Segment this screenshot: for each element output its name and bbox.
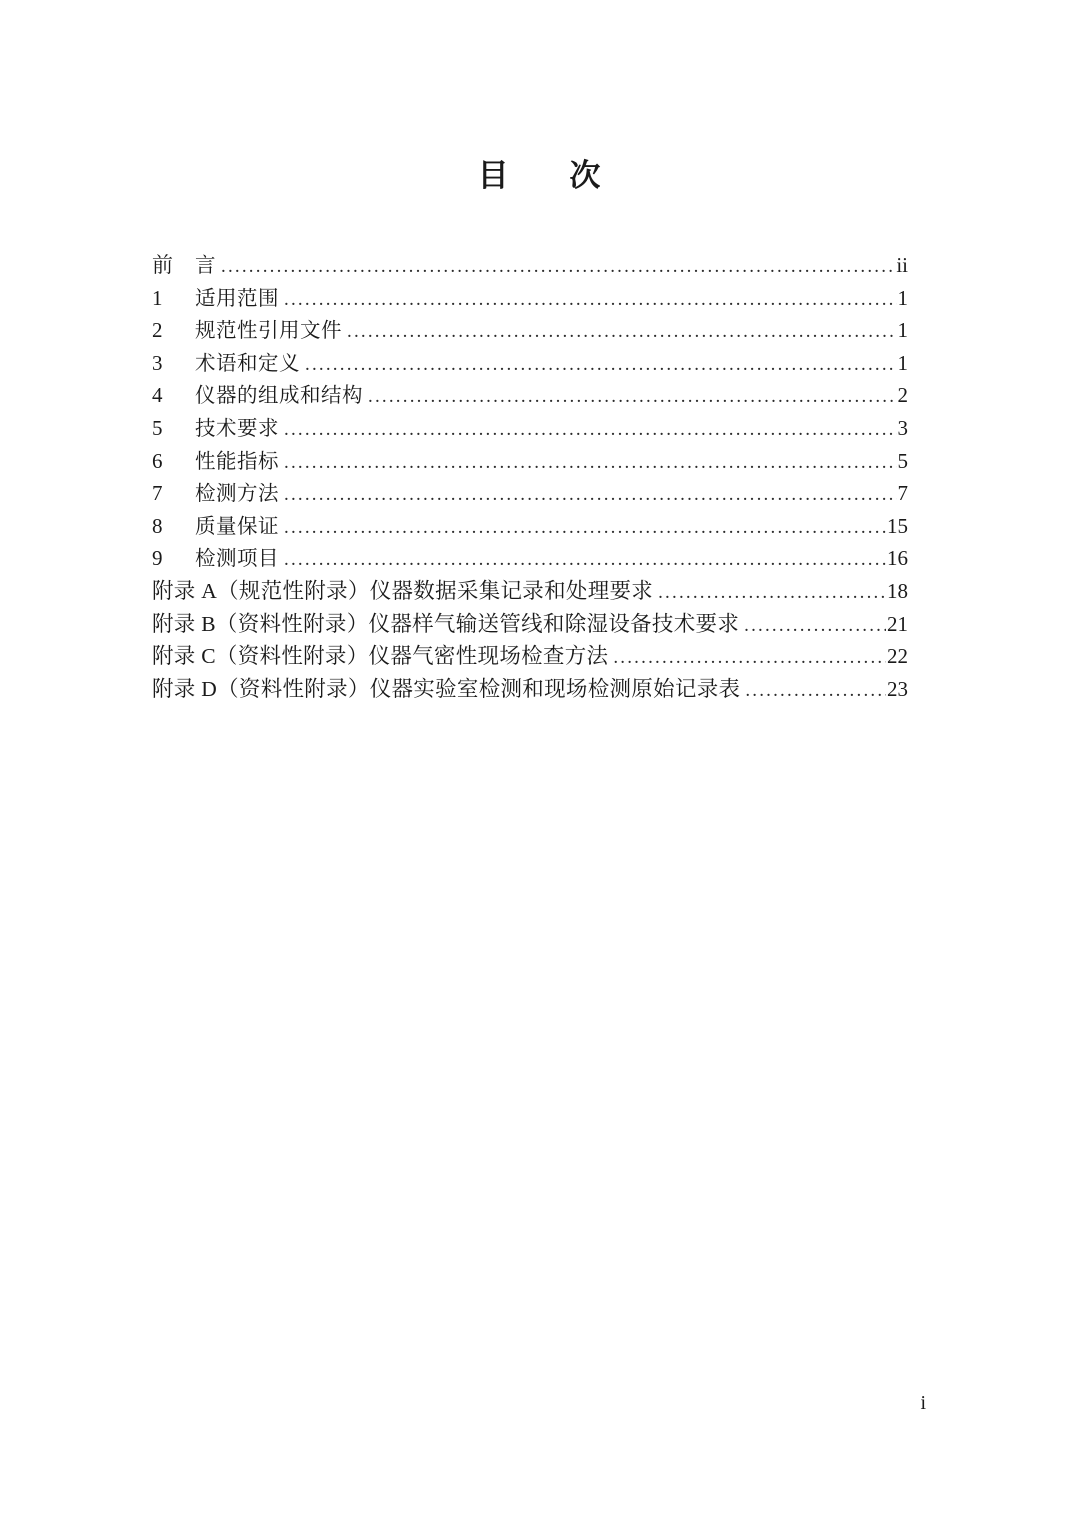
dot-leader: [347, 316, 897, 349]
toc-entry-page: 22: [887, 644, 908, 669]
toc-entry-page: ii: [896, 253, 908, 277]
toc-entry-page: 1: [897, 285, 908, 310]
toc-entry-title: 附录 D（资料性附录）仪器实验室检测和现场检测原始记录表: [152, 676, 741, 701]
toc-entry-page: 16: [887, 546, 908, 571]
toc-entry-title: 检测方法: [195, 481, 279, 506]
toc-entry-title: 性能指标: [195, 448, 279, 473]
toc-entry-title: 附录 B（资料性附录）仪器样气输送管线和除湿设备技术要求: [152, 611, 740, 636]
dot-leader: [744, 610, 886, 643]
dot-leader: [745, 675, 886, 708]
toc-entry-title: 术语和定义: [195, 350, 300, 375]
toc-entry-number: 1: [152, 285, 163, 310]
toc-entry-number: 4: [152, 383, 163, 408]
toc-entry-chapter-2: [152, 314, 908, 347]
toc-entry-number: 2: [152, 318, 163, 343]
toc-entry-page: 15: [887, 513, 908, 538]
toc-entry-chapter-7: [152, 477, 908, 510]
page-title: 目 次: [477, 158, 603, 194]
toc-entry-chapter-1: [152, 282, 908, 315]
toc-entry-number: 7: [152, 481, 163, 506]
toc-entry-appendix-d: [152, 673, 908, 706]
toc-entry-page: 2: [897, 383, 908, 408]
toc-entry-page: 1: [897, 350, 908, 375]
toc-entry-number: 8: [152, 513, 163, 538]
toc-entry-page: 3: [897, 415, 908, 440]
toc-entry-page: 7: [897, 481, 908, 506]
dot-leader: [221, 251, 895, 284]
toc-entry-chapter-5: [152, 412, 908, 445]
toc-entry-title: 适用范围: [195, 285, 279, 310]
toc-entry-chapter-4: [152, 379, 908, 412]
toc-entry-chapter-6: [152, 445, 908, 478]
dot-leader: [284, 447, 897, 480]
toc-entry-appendix-a: [152, 575, 908, 608]
dot-leader: [284, 544, 886, 577]
toc-entry-number: 前: [152, 253, 173, 277]
toc-entry-chapter-3: [152, 347, 908, 380]
footer-page-number: i: [920, 1392, 926, 1414]
toc-entry-number: 3: [152, 350, 163, 375]
toc-entry-appendix-b: [152, 608, 908, 641]
dot-leader: [368, 381, 897, 414]
toc-entry-chapter-8: [152, 510, 908, 543]
toc-entry-title: 言: [195, 253, 216, 277]
toc-entry-chapter-9: [152, 542, 908, 575]
toc-entry-foreword: [152, 249, 908, 282]
toc-entry-title: 附录 C（资料性附录）仪器气密性现场检查方法: [152, 644, 609, 669]
dot-leader: [305, 349, 897, 382]
toc-entry-title: 检测项目: [195, 546, 279, 571]
table-of-contents: [152, 249, 908, 705]
dot-leader: [284, 512, 886, 545]
toc-entry-page: 18: [887, 578, 908, 603]
toc-entry-page: 5: [897, 448, 908, 473]
toc-entry-page: 21: [887, 611, 908, 636]
toc-entry-appendix-c: [152, 640, 908, 673]
toc-entry-title: 技术要求: [195, 415, 279, 440]
toc-entry-title: 仪器的组成和结构: [195, 383, 363, 408]
toc-entry-number: 9: [152, 546, 163, 571]
toc-entry-page: 23: [887, 676, 908, 701]
dot-leader: [284, 479, 897, 512]
toc-entry-page: 1: [897, 318, 908, 343]
toc-entry-number: 6: [152, 448, 163, 473]
dot-leader: [284, 284, 897, 317]
dot-leader: [284, 414, 897, 447]
toc-entry-title: 规范性引用文件: [195, 318, 342, 343]
toc-entry-title: 质量保证: [195, 513, 279, 538]
toc-entry-number: 5: [152, 415, 163, 440]
dot-leader: [613, 642, 886, 675]
dot-leader: [658, 577, 886, 610]
toc-entry-title: 附录 A（规范性附录）仪器数据采集记录和处理要求: [152, 578, 654, 603]
